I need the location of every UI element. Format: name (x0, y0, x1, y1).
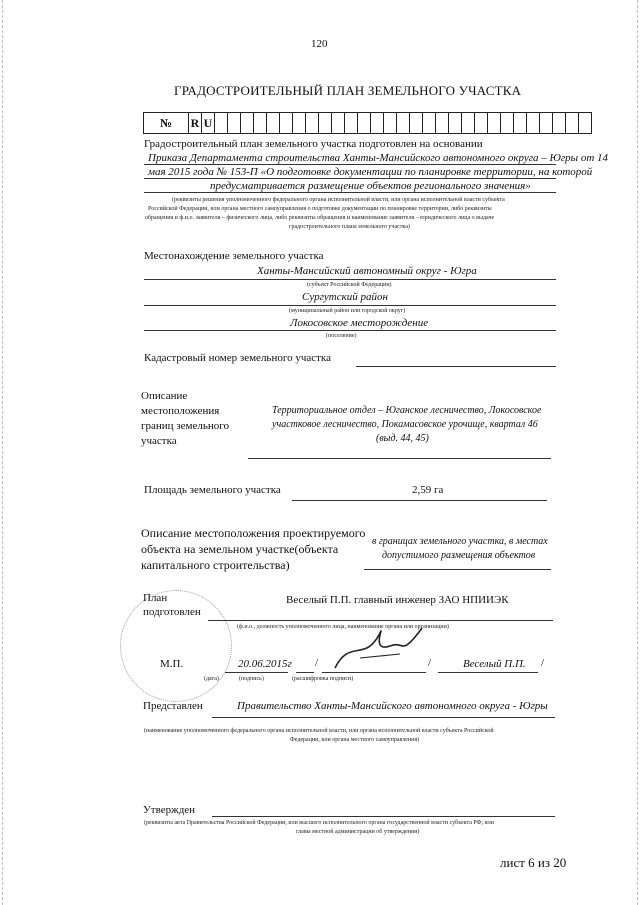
prepared-label-1: План (143, 592, 168, 604)
object-value-2: допустимого размещения объектов (382, 550, 536, 561)
location-district: Сургутский район (302, 291, 388, 303)
object-value-1: в границах земельного участка, в местах (372, 536, 548, 547)
decode-caption: (расшифровка подписи) (292, 676, 354, 682)
prepared-caption: (ф.и.о., должность уполномоченного лица, наименование органа или организации) (237, 624, 449, 630)
approved-caption-2: главы местной администрации об утверждении) (296, 829, 420, 835)
slash-3: / (541, 657, 545, 669)
reg-number-cell (579, 113, 592, 134)
approved-caption-1: (реквизиты акта Правительства Российской Федерации, или высшего исполнительного органа государственной власти субъекта РФ; или (144, 820, 494, 826)
reg-number-cell (358, 113, 371, 134)
basis-caption-2: Российской Федерации, или органа местного самоуправления о подготовке документации по планировке территории, либо реквизиты (148, 206, 492, 212)
boundaries-label-2: местоположения (141, 405, 220, 417)
prepared-value: Веселый П.П. главный инженер ЗАО НПИИЭК (286, 594, 509, 606)
area-value: 2,59 га (412, 484, 444, 496)
basis-caption-3: обращения и ф.и.о. заявителя – физического лица, либо реквизиты обращения и наименование заявителя – юридического лица о выдаче (145, 215, 495, 221)
reg-number-cell (384, 113, 397, 134)
reg-number-cell (397, 113, 410, 134)
page-number: 120 (311, 38, 328, 50)
page-title: ГРАДОСТРОИТЕЛЬНЫЙ ПЛАН ЗЕМЕЛЬНОГО УЧАСТКА (174, 83, 522, 98)
boundaries-value-2: участковое лесничество, Покамасовское урочище, квартал 46 (272, 419, 538, 430)
reg-number-cell (410, 113, 423, 134)
presented-value: Правительство Ханты-Мансийского автономного округа - Югры (237, 700, 548, 712)
boundaries-value-1: Территориальное отдел – Юганское лесничество, Локосовское (272, 405, 542, 416)
reg-number-cell (553, 113, 566, 134)
reg-number-cell (267, 113, 280, 134)
reg-number-cell (449, 113, 462, 134)
reg-number-cell (241, 113, 254, 134)
scan-edge-left (2, 0, 3, 905)
location-subject-caption: (субъект Российской Федерации) (307, 282, 392, 288)
registration-number-table (143, 112, 592, 134)
mp-label: М.П. (160, 658, 184, 670)
boundaries-label-4: участка (141, 435, 177, 447)
basis-line-2: мая 2015 года № 153-П «О подготовке документации по планировке территории, на которой (148, 166, 593, 178)
reg-number-cell (319, 113, 332, 134)
basis-line-3: предусматривается размещение объектов регионального значения» (210, 180, 531, 192)
area-label: Площадь земельного участка (144, 484, 281, 496)
reg-number-cell (228, 113, 241, 134)
cadastral-label: Кадастровый номер земельного участка (144, 352, 331, 364)
location-district-caption: (муниципальный район или городской округ) (289, 308, 406, 314)
date-caption: (дата) (204, 676, 219, 682)
reg-number-cell (514, 113, 527, 134)
sheet-number: лист 6 из 20 (500, 855, 567, 870)
object-label-1: Описание местоположения проектируемого (141, 526, 366, 540)
location-heading: Местонахождение земельного участка (144, 250, 324, 262)
basis-line-1: Приказа Департамента строительства Ханты-Мансийского автономного округа – Югры от 14 (148, 152, 609, 164)
presented-caption-2: Федерации, или органа местного самоуправления) (290, 737, 420, 743)
reg-number-cell (475, 113, 488, 134)
prepared-decoded-name: Веселый П.П. (463, 658, 526, 670)
object-label-2: объекта на земельном участке(объекта (141, 542, 339, 556)
basis-heading: Градостроительный план земельного участка подготовлен на основании (144, 138, 483, 150)
reg-number-cell (345, 113, 358, 134)
reg-number-cell (306, 113, 319, 134)
reg-number-cell (540, 113, 553, 134)
reg-number-cell (501, 113, 514, 134)
location-subject: Ханты-Мансийский автономный округ - Югра (257, 265, 477, 277)
reg-number-cell: U (202, 113, 215, 134)
reg-number-cell (280, 113, 293, 134)
object-label-3: капитального строительства) (141, 558, 290, 572)
reg-number-cell (215, 113, 228, 134)
reg-number-cell (254, 113, 267, 134)
slash-2: / (428, 657, 432, 669)
reg-number-cell (371, 113, 384, 134)
reg-number-cell (293, 113, 306, 134)
signature-scribble (330, 618, 430, 678)
reg-number-cell (488, 113, 501, 134)
reg-number-cell (332, 113, 345, 134)
presented-caption-1: (наименование уполномоченного федерального органа исполнительной власти, или органа исполнительной власти субъекта Российской (144, 728, 494, 734)
reg-number-cell (462, 113, 475, 134)
reg-number-cell: R (189, 113, 202, 134)
basis-caption-1: (реквизиты решения уполномоченного федерального органа исполнительной власти, или органа исполнительной власти субъекта (172, 197, 505, 203)
location-settlement-caption: (поселение) (326, 333, 357, 339)
prepared-date: 20.06.2015г (238, 658, 292, 670)
prepared-label-2: подготовлен (143, 606, 201, 618)
number-sign-cell: № (144, 113, 189, 134)
reg-number-cell (423, 113, 436, 134)
boundaries-value-3: (выд. 44, 45) (376, 433, 429, 444)
boundaries-label-3: границ земельного (141, 420, 230, 432)
location-settlement: Локосовское месторождение (290, 317, 429, 329)
slash-1: / (315, 657, 319, 669)
reg-number-cell (566, 113, 579, 134)
sign-caption: (подпись) (239, 676, 264, 682)
basis-caption-4: градостроительного плана земельного участка) (289, 224, 410, 230)
approved-label: Утвержден (143, 804, 196, 816)
reg-number-cell (436, 113, 449, 134)
boundaries-label-1: Описание (141, 390, 188, 402)
scan-edge-right (637, 0, 638, 905)
reg-number-cell (527, 113, 540, 134)
presented-label: Представлен (143, 700, 203, 712)
